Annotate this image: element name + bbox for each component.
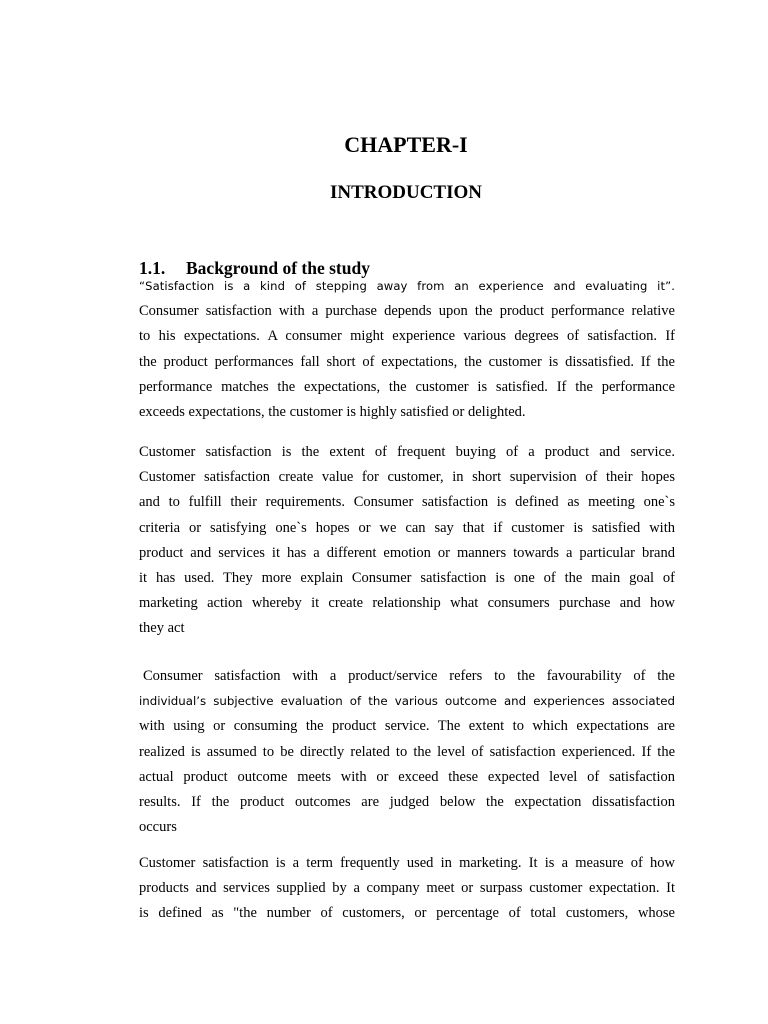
paragraph-line: actual product outcome meets with or exceed these expected level of satisfaction <box>139 768 675 785</box>
subsection-title: Background of the study <box>186 258 370 278</box>
paragraph-line: Consumer satisfaction with a purchase depends upon the product performance relative <box>139 303 675 320</box>
quote-line: “Satisfaction is a kind of stepping away from an experience and evaluating it”. <box>139 279 675 293</box>
paragraph-line: the product performances fall short of expectations, the customer is dissatisfied. If the <box>139 353 675 370</box>
paragraph-4 <box>139 851 675 927</box>
paragraph-line: individual’s subjective evaluation of the various outcome and experiences associated <box>139 694 675 709</box>
paragraph-line: with using or consuming the product service. The extent to which expectations are <box>139 718 675 735</box>
paragraph-3 <box>139 664 675 840</box>
paragraph-line: it has used. They more explain Consumer satisfaction is one of the main goal of <box>139 570 675 587</box>
paragraph-line: occurs <box>139 819 177 836</box>
paragraph-line: is defined as "the number of customers, or percentage of total customers, whose <box>139 905 675 922</box>
chapter-title: CHAPTER-I <box>344 132 468 157</box>
paragraph-line: exceeds expectations, the customer is highly satisfied or delighted. <box>139 404 526 421</box>
paragraph-line: product and services it has a different emotion or manners towards a particular brand <box>139 544 675 561</box>
paragraph-line: criteria or satisfying one`s hopes or we can say that if customer is satisfied with <box>139 519 675 536</box>
paragraph-line: products and services supplied by a company meet or surpass customer expectation. It <box>139 880 675 897</box>
paragraph-line: Consumer satisfaction with a product/service refers to the favourability of the <box>143 668 675 684</box>
paragraph-line: results. If the product outcomes are judged below the expectation dissatisfaction <box>139 794 675 811</box>
paragraph-line: Customer satisfaction is the extent of frequent buying of a product and service. <box>139 444 675 460</box>
subsection-number: 1.1. <box>139 258 166 278</box>
paragraph-line: realized is assumed to be directly related to the level of satisfaction experienced. If the <box>139 743 675 760</box>
paragraph-line: and to fulfill their requirements. Consumer satisfaction is defined as meeting one`s <box>139 494 675 511</box>
paragraph-line: marketing action whereby it create relationship what consumers purchase and how <box>139 595 675 612</box>
paragraph-line: to his expectations. A consumer might experience various degrees of satisfaction. If <box>139 328 675 345</box>
paragraph-1 <box>139 274 675 425</box>
section-title: INTRODUCTION <box>329 182 483 203</box>
paragraph-line: Customer satisfaction create value for customer, in short supervision of their hopes <box>139 469 675 486</box>
paragraph-line: Customer satisfaction is a term frequently used in marketing. It is a measure of how <box>139 855 675 871</box>
paragraph-2 <box>139 440 675 642</box>
paragraph-line: they act <box>139 620 185 637</box>
paragraph-line: performance matches the expectations, the customer is satisfied. If the performance <box>139 378 675 395</box>
